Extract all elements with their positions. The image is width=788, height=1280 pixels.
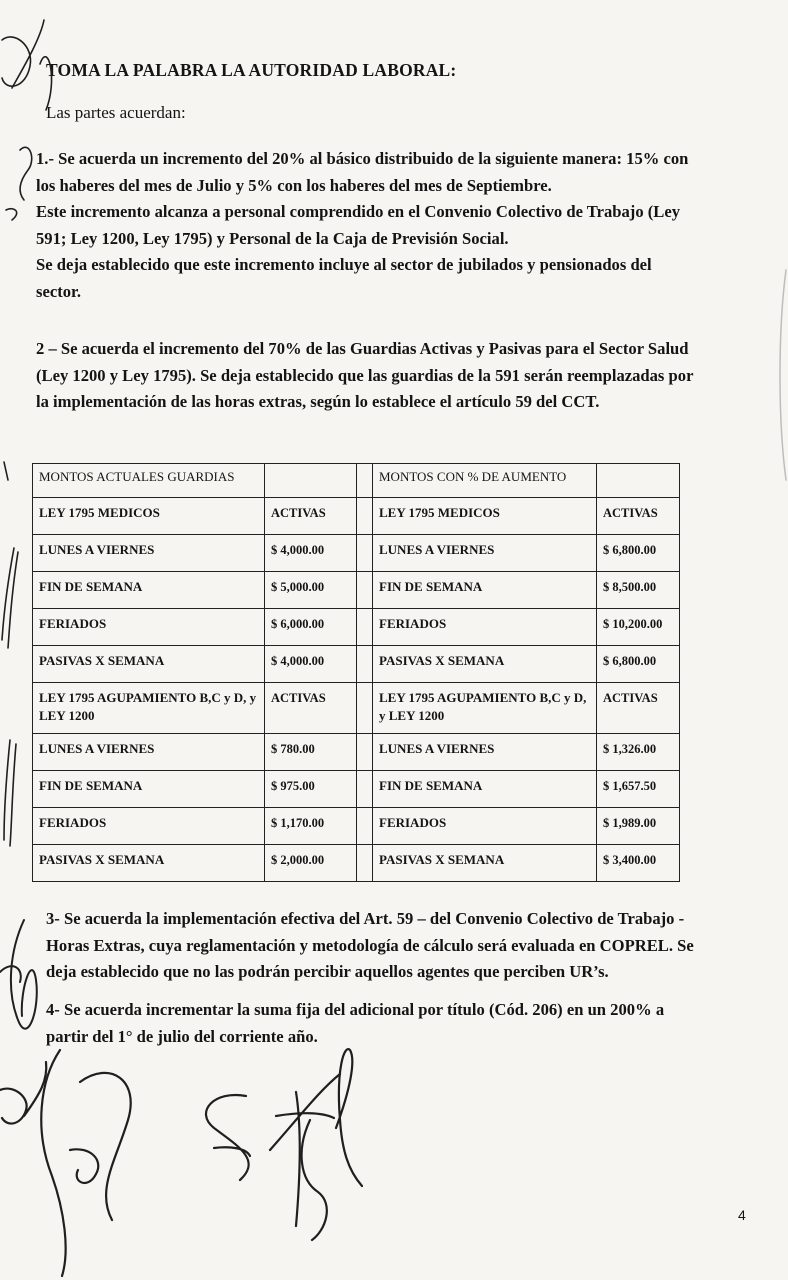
guardias-amounts-table xyxy=(32,463,680,882)
table-row xyxy=(33,464,680,498)
current-amount-label: LEY 1795 AGUPAMIENTO B,C y D, y LEY 1200 xyxy=(33,683,265,734)
text-line: 2 – Se acuerda el incremento del 70% de las Guardias Activas y Pasivas para el Sector Salud xyxy=(36,339,689,358)
current-amount-label: LUNES A VIERNES xyxy=(33,734,265,771)
text-line: la implementación de las horas extras, según lo establece el artículo 59 del CCT. xyxy=(36,392,600,411)
increased-amount-value: $ 8,500.00 xyxy=(597,572,680,609)
table-row xyxy=(33,646,680,683)
increased-amount-label: FERIADOS xyxy=(373,609,597,646)
signature-center xyxy=(206,1074,340,1180)
table-body xyxy=(33,464,680,882)
column-gap xyxy=(357,535,373,572)
section-heading: TOMA LA PALABRA LA AUTORIDAD LABORAL: xyxy=(46,60,457,80)
margin-initials-item-3 xyxy=(0,920,37,1029)
column-gap xyxy=(357,845,373,882)
column-gap xyxy=(357,609,373,646)
current-amount-label: FERIADOS xyxy=(33,609,265,646)
current-amount-label: LUNES A VIERNES xyxy=(33,535,265,572)
current-amount-value: ACTIVAS xyxy=(265,498,357,535)
increased-amount-value: ACTIVAS xyxy=(597,683,680,734)
intro-text: Las partes acuerdan: xyxy=(46,103,186,122)
increased-amount-value xyxy=(597,464,680,498)
agreement-item-4 xyxy=(46,997,758,1050)
table-row xyxy=(33,808,680,845)
text-line: 1.- Se acuerda un incremento del 20% al básico distribuido de la siguiente manera: 15% con xyxy=(36,149,689,168)
signature-right xyxy=(276,1049,362,1240)
current-amount-label: MONTOS ACTUALES GUARDIAS xyxy=(33,464,265,498)
table-row xyxy=(33,845,680,882)
increased-amount-label: LEY 1795 AGUPAMIENTO B,C y D, y LEY 1200 xyxy=(373,683,597,734)
increased-amount-label: LUNES A VIERNES xyxy=(373,535,597,572)
table-row xyxy=(33,572,680,609)
agreement-item-3 xyxy=(46,906,758,986)
column-gap xyxy=(357,734,373,771)
increased-amount-label: FIN DE SEMANA xyxy=(373,771,597,808)
agreement-item-1 xyxy=(36,146,758,305)
current-amount-value: $ 4,000.00 xyxy=(265,646,357,683)
text-line: 591; Ley 1200, Ley 1795) y Personal de la Caja de Previsión Social. xyxy=(36,228,509,248)
text-line: partir del 1° de julio del corriente año. xyxy=(46,1026,318,1046)
current-amount-label: FIN DE SEMANA xyxy=(33,572,265,609)
column-gap xyxy=(357,498,373,535)
text-line: (Ley 1200 y Ley 1795). Se deja establecido que las guardias de la 591 serán reemplazadas por xyxy=(36,365,694,385)
increased-amount-value: $ 3,400.00 xyxy=(597,845,680,882)
current-amount-value: $ 2,000.00 xyxy=(265,845,357,882)
text-line: los haberes del mes de Julio y 5% con los haberes del mes de Septiembre. xyxy=(36,175,552,195)
table-row xyxy=(33,609,680,646)
increased-amount-label: FERIADOS xyxy=(373,808,597,845)
table-row xyxy=(33,498,680,535)
increased-amount-value: ACTIVAS xyxy=(597,498,680,535)
increased-amount-label: LEY 1795 MEDICOS xyxy=(373,498,597,535)
current-amount-value: $ 5,000.00 xyxy=(265,572,357,609)
table-row xyxy=(33,734,680,771)
current-amount-value: $ 6,000.00 xyxy=(265,609,357,646)
text-line: Horas Extras, cuya reglamentación y metodología de cálculo será evaluada en COPREL. Se xyxy=(46,935,694,955)
text-line: 4- Se acuerda incrementar la suma fija del adicional por título (Cód. 206) en un 200% a xyxy=(46,1000,665,1019)
column-gap xyxy=(357,572,373,609)
increased-amount-value: $ 1,326.00 xyxy=(597,734,680,771)
increased-amount-value: $ 1,657.50 xyxy=(597,771,680,808)
increased-amount-value: $ 6,800.00 xyxy=(597,535,680,572)
increased-amount-label: PASIVAS X SEMANA xyxy=(373,845,597,882)
increased-amount-label: FIN DE SEMANA xyxy=(373,572,597,609)
text-line: sector. xyxy=(36,281,82,301)
current-amount-value xyxy=(265,464,357,498)
current-amount-label: PASIVAS X SEMANA xyxy=(33,845,265,882)
current-amount-value: $ 975.00 xyxy=(265,771,357,808)
increased-amount-value: $ 1,989.00 xyxy=(597,808,680,845)
column-gap xyxy=(357,683,373,734)
table-row xyxy=(33,683,680,734)
current-amount-value: $ 780.00 xyxy=(265,734,357,771)
increased-amount-value: $ 10,200.00 xyxy=(597,609,680,646)
current-amount-label: FERIADOS xyxy=(33,808,265,845)
signature-left xyxy=(0,1050,131,1276)
edge-shadow-mark xyxy=(780,270,786,480)
margin-marks-left xyxy=(2,462,18,846)
current-amount-value: $ 4,000.00 xyxy=(265,535,357,572)
text-line: 3- Se acuerda la implementación efectiva del Art. 59 – del Convenio Colectivo de Trabajo - xyxy=(46,909,685,928)
page-number: 4 xyxy=(738,1207,746,1223)
current-amount-label: FIN DE SEMANA xyxy=(33,771,265,808)
current-amount-value: $ 1,170.00 xyxy=(265,808,357,845)
table-row xyxy=(33,535,680,572)
current-amount-label: LEY 1795 MEDICOS xyxy=(33,498,265,535)
current-amount-label: PASIVAS X SEMANA xyxy=(33,646,265,683)
current-amount-value: ACTIVAS xyxy=(265,683,357,734)
column-gap xyxy=(357,464,373,498)
increased-amount-label: MONTOS CON % DE AUMENTO xyxy=(373,464,597,498)
increased-amount-value: $ 6,800.00 xyxy=(597,646,680,683)
increased-amount-label: PASIVAS X SEMANA xyxy=(373,646,597,683)
increased-amount-label: LUNES A VIERNES xyxy=(373,734,597,771)
text-line: Se deja establecido que este incremento incluye al sector de jubilados y pensionados del xyxy=(36,255,652,274)
column-gap xyxy=(357,646,373,683)
text-line: Este incremento alcanza a personal comprendido en el Convenio Colectivo de Trabajo (Ley xyxy=(36,202,681,221)
column-gap xyxy=(357,808,373,845)
text-line: deja establecido que no las podrán percibir aquellos agentes que perciben UR’s. xyxy=(46,962,609,981)
column-gap xyxy=(357,771,373,808)
table-row xyxy=(33,771,680,808)
agreement-item-2 xyxy=(36,336,758,416)
